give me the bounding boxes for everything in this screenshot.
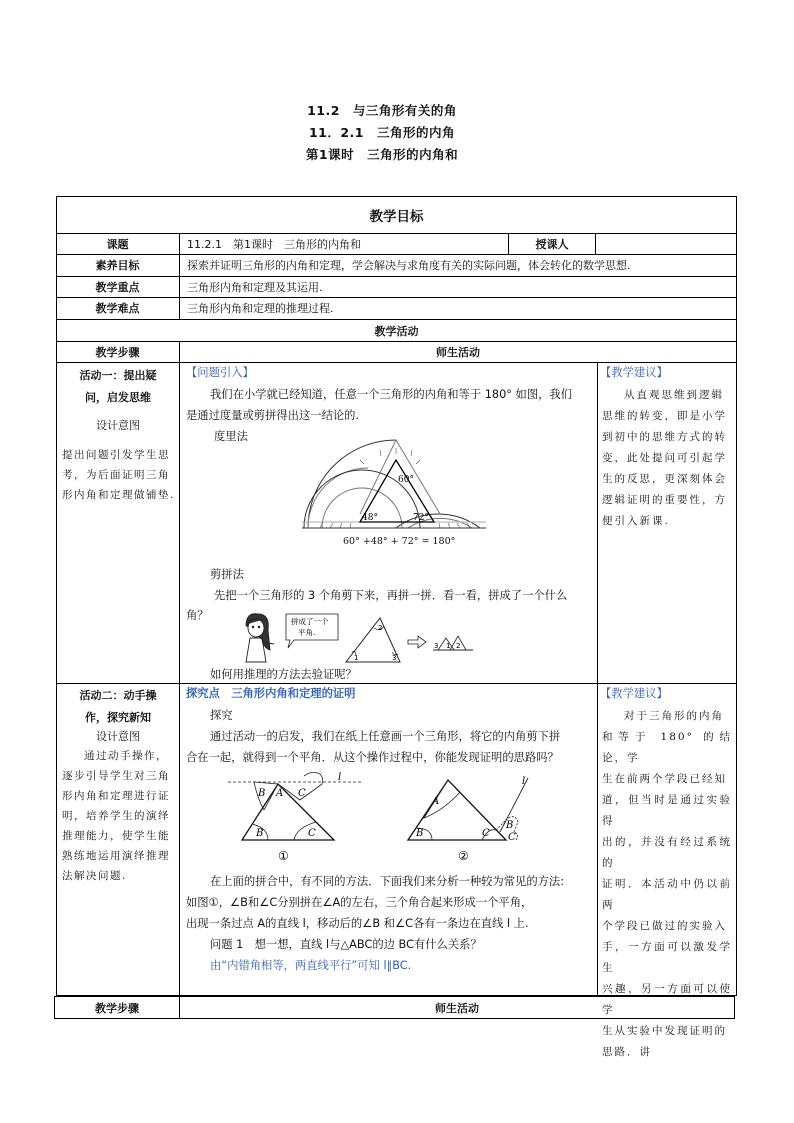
svg-text:B: B bbox=[506, 820, 514, 831]
activity1-p1-line1: 我们在小学就已经知道，任意一个三角形的内角和等于 180° 如图，我们 bbox=[210, 388, 573, 401]
activity1-p2-line1: 先把一个三角形的 3 个角剪下来，再拼一拼．看一看，拼成了一个什么 bbox=[214, 589, 568, 602]
footer-activity-header: 师生活动 bbox=[435, 1001, 479, 1015]
col-activity-header: 师生活动 bbox=[436, 346, 480, 359]
svg-text:B: B bbox=[258, 788, 266, 799]
footer-steps-header: 教学步骤 bbox=[95, 1001, 139, 1015]
goal-value: 探索并证明三角形的内角和定理，学会解决与求角度有关的实际问题，体会转化的数学思想. bbox=[187, 259, 631, 272]
suggest-line: 思路．讲 bbox=[602, 1046, 652, 1058]
angle-sum-equation: 60° +48° + 72° = 180° bbox=[343, 536, 456, 547]
activities-header: 教学活动 bbox=[374, 324, 419, 338]
svg-text:1: 1 bbox=[354, 654, 359, 662]
bubble-text-2: 平角. bbox=[298, 628, 316, 637]
suggest-line: 变，此处提问可引起学 bbox=[602, 452, 727, 464]
activity2-design-line: 推理能力，使学生能 bbox=[62, 830, 170, 842]
girl-icon bbox=[246, 614, 274, 662]
cut-paste-figure bbox=[228, 610, 478, 672]
question-1: 问题 1 想一想，直线 l与△ABC的边 BC有什么关系？ bbox=[210, 938, 482, 951]
angle-top-label: 60° bbox=[398, 475, 414, 485]
key-value: 三角形内角和定理及其运用. bbox=[187, 281, 323, 294]
suggest-line: 到初中的思维方式的转 bbox=[602, 431, 727, 443]
topic-value: 11.2.1 第1课时 三角形的内角和 bbox=[187, 238, 361, 251]
protractor-figure bbox=[300, 430, 490, 534]
activity2-design-label: 设计意图 bbox=[96, 730, 140, 743]
suggest-line: 生的反思，更深刻体会 bbox=[602, 473, 727, 485]
svg-text:A: A bbox=[276, 788, 284, 799]
activity2-suggest-tag: 【教学建议】 bbox=[600, 687, 668, 700]
activity2-tag: 探究点 三角形内角和定理的证明 bbox=[186, 687, 356, 700]
difficulty-label: 教学难点 bbox=[95, 302, 140, 315]
suggest-line: 手，一方面可以激发学生 bbox=[602, 941, 732, 974]
teacher-label: 授课人 bbox=[535, 238, 569, 251]
suggest-line: 证明．本活动中仍以前两 bbox=[602, 878, 732, 911]
activity2-design-line: 明，培养学生的演绎 bbox=[62, 810, 170, 822]
activity1-design-line: 考，为后面证明三角 bbox=[62, 469, 170, 481]
activity1-p1-line2: 是通过度量或剪拼得出这一结论的. bbox=[186, 409, 360, 422]
proof-figure-1 bbox=[224, 770, 364, 866]
goal-label: 素养目标 bbox=[95, 259, 140, 272]
activity2-p2-line2: 如图①，∠B和∠C分别拼在∠A的左右，三个角合起来形成一个平角， bbox=[186, 896, 533, 909]
line-l-label: l bbox=[338, 772, 342, 783]
figure-1-label: ① bbox=[278, 849, 289, 863]
table-header: 教学目标 bbox=[369, 209, 424, 225]
explore-label: 探究 bbox=[210, 709, 233, 722]
svg-text:2: 2 bbox=[456, 642, 461, 650]
topic-label: 课题 bbox=[106, 238, 129, 251]
figure-2-label: ② bbox=[458, 849, 469, 863]
activity2-p1-line2: 合在一起，就得到一个平角．从这个操作过程中，你能发现证明的思路吗？ bbox=[186, 751, 559, 764]
angle-right-label: 72° bbox=[413, 513, 429, 523]
title-block bbox=[0, 100, 794, 166]
difficulty-value: 三角形内角和定理的推理过程. bbox=[187, 302, 334, 315]
svg-text:3: 3 bbox=[434, 642, 439, 650]
teacher-value bbox=[600, 234, 730, 254]
activity2-design-line: 逐步引导学生对三角 bbox=[62, 770, 170, 782]
activity2-design-line: 通过动手操作， bbox=[84, 750, 168, 762]
activity2-p2-line1: 在上面的拼合中，有不同的方法．下面我们来分析一种较为常见的方法: bbox=[210, 875, 565, 888]
suggest-line: 生从实验中发现证明的 bbox=[602, 1025, 727, 1037]
svg-text:1: 1 bbox=[446, 642, 451, 650]
svg-text:2: 2 bbox=[378, 624, 383, 632]
activity2-design-line: 法解决问题. bbox=[62, 870, 127, 882]
suggest-line: 思维的转变，即是小学 bbox=[602, 410, 727, 422]
section-title: 11.2 与三角形有关的角 bbox=[307, 103, 457, 118]
activity2-design-line: 形内角和定理进行证 bbox=[62, 790, 170, 802]
suggest-line: 逻辑证明的重要性，方 bbox=[602, 494, 727, 506]
activity1-p2-line2: 角？ bbox=[186, 609, 209, 622]
svg-text:B: B bbox=[256, 828, 264, 839]
bubble-text-1: 拼成了一个 bbox=[291, 617, 329, 626]
col-steps-header: 教学步骤 bbox=[95, 346, 140, 359]
method-cut-label: 剪拼法 bbox=[210, 568, 244, 581]
activity1-tag: 【问题引入】 bbox=[186, 366, 254, 379]
angle-left-label: 48° bbox=[362, 513, 378, 523]
key-label: 教学重点 bbox=[95, 281, 140, 294]
suggest-line: 个学段已做过的实验入 bbox=[602, 920, 727, 932]
suggest-line: 兴趣，另一方面可以使学 bbox=[602, 983, 732, 1016]
suggest-line: 从直观思维到逻辑 bbox=[624, 389, 724, 401]
suggest-line: 便引入新课. bbox=[602, 515, 670, 527]
suggest-line: 生在前两个学段已经知 bbox=[602, 773, 727, 785]
activity1-title-2: 问，启发思维 bbox=[85, 391, 151, 404]
subsection-title: 11．2.1 三角形的内角 bbox=[308, 125, 456, 140]
activity2-p2-line3: 出现一条过点 A的直线 l，移动后的∠B 和∠C各有一条边在直线 l 上. bbox=[186, 917, 529, 930]
svg-text:C: C bbox=[482, 828, 490, 839]
svg-text:C: C bbox=[508, 832, 516, 843]
suggest-line: 出的，并没有经过系统的 bbox=[602, 836, 732, 869]
activity2-p1-line1: 通过活动一的启发，我们在纸上任意画一个三角形，将它的内角剪下拼 bbox=[210, 730, 561, 743]
svg-text:C: C bbox=[298, 788, 306, 799]
activity1-title-1: 活动一：提出疑 bbox=[79, 369, 157, 382]
svg-text:l: l bbox=[522, 776, 526, 787]
suggest-line: 对于三角形的内角 bbox=[624, 710, 724, 722]
activity2-title-2: 作，探究新知 bbox=[85, 711, 151, 724]
proof-figure-2 bbox=[404, 770, 534, 866]
activity2-title-1: 活动二：动手操 bbox=[79, 689, 157, 702]
svg-text:3: 3 bbox=[392, 654, 397, 662]
svg-text:B: B bbox=[416, 828, 424, 839]
lesson-title: 第1课时 三角形的内角和 bbox=[305, 147, 459, 162]
svg-text:A: A bbox=[432, 796, 440, 807]
activity1-design-label: 设计意图 bbox=[96, 419, 140, 432]
activity1-question: 如何用推理的方法去验证呢？ bbox=[210, 668, 357, 681]
method-measure-label: 度里法 bbox=[214, 430, 248, 443]
activity1-design-line: 提出问题引发学生思 bbox=[62, 449, 170, 461]
question-1-answer: 由“内错角相等，两直线平行”可知 l∥BC. bbox=[210, 959, 412, 972]
svg-text:C: C bbox=[308, 828, 316, 839]
activity1-design-line: 形内角和定理做铺垫. bbox=[62, 489, 175, 501]
activity1-suggest-tag: 【教学建议】 bbox=[600, 366, 668, 379]
activity2-design-line: 熟练地运用演绎推理 bbox=[62, 850, 170, 862]
suggest-line: 和等于 180° 的结论，学 bbox=[602, 731, 732, 764]
suggest-line: 道，但当时是通过实验得 bbox=[602, 794, 732, 827]
